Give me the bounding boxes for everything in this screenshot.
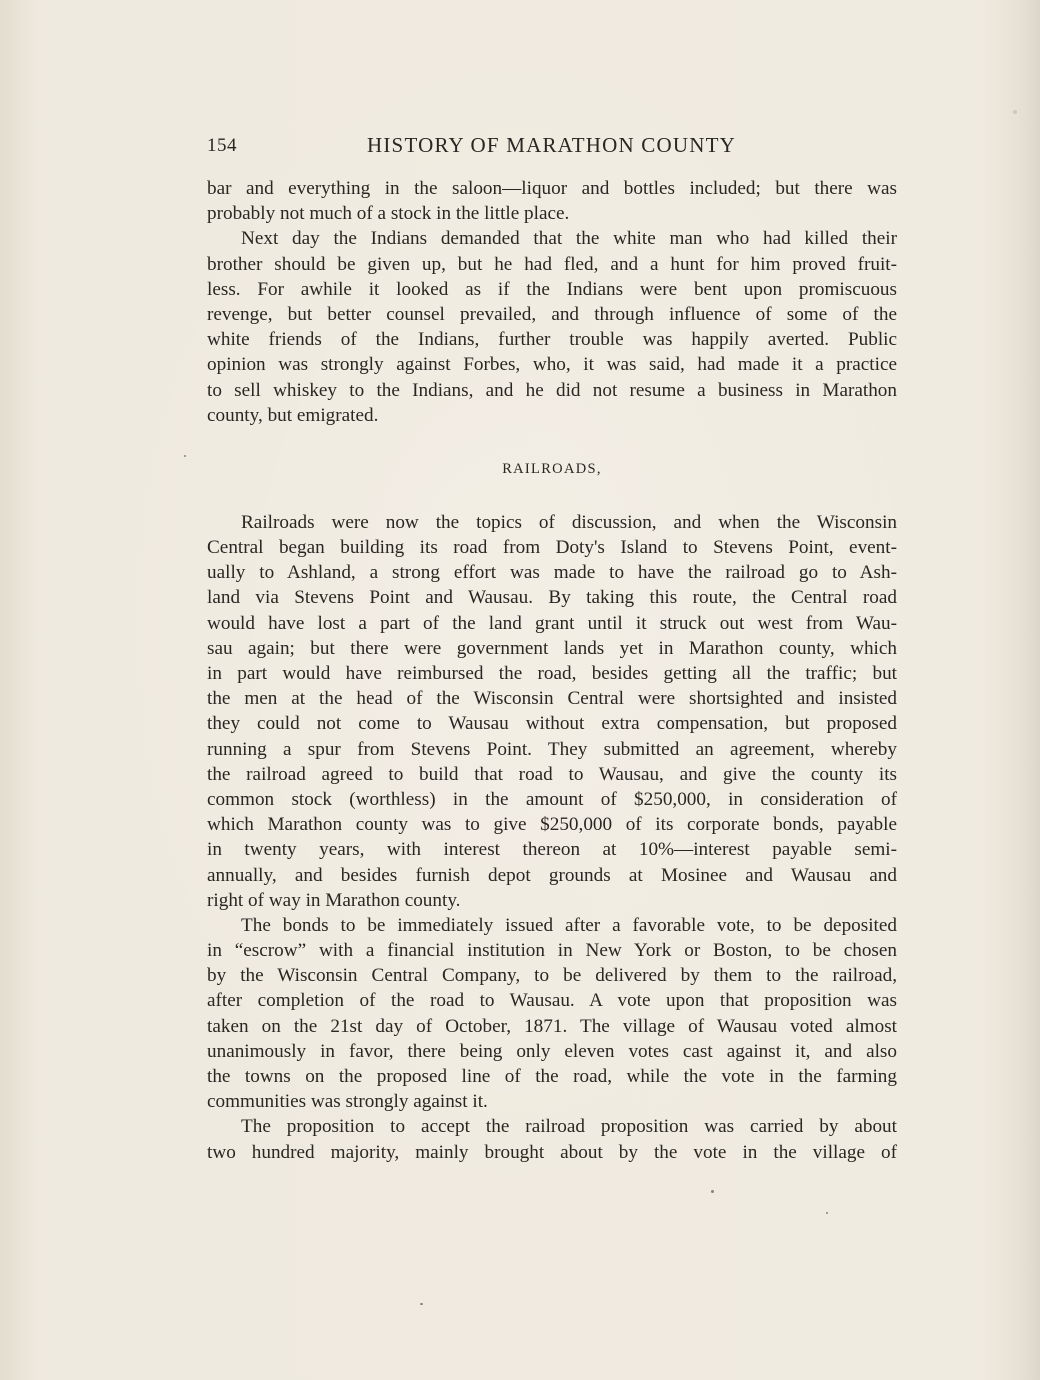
text-line: The bonds to be immediately issued after a favorable vote, to be deposited	[241, 914, 897, 936]
text-line: taken on the 21st day of October, 1871. The village of Wausau voted almost	[207, 1015, 897, 1037]
text-line: they could not come to Wausau without extra compensation, but proposed	[207, 713, 897, 735]
paper-speck	[1013, 110, 1017, 114]
text-line: Central began building its road from Doty's Island to Stevens Point, event-	[207, 537, 897, 559]
paper-speck	[711, 1190, 714, 1193]
text-line: the railroad agreed to build that road to Wausau, and give the county its	[207, 763, 897, 785]
text-line: probably not much of a stock in the little place.	[207, 203, 570, 225]
text-line: in twenty years, with interest thereon at 10%—interest payable semi-	[207, 839, 897, 861]
text-line: right of way in Marathon county.	[207, 889, 461, 911]
paper-speck	[420, 1303, 423, 1305]
text-line: annually, and besides furnish depot grounds at Mosinee and Wausau and	[207, 864, 897, 886]
text-line: common stock (worthless) in the amount of $250,000, in consideration of	[207, 788, 897, 810]
text-line: communities was strongly against it.	[207, 1091, 488, 1113]
page-number: 154	[207, 135, 237, 156]
text-line: in “escrow” with a financial institution in New York or Boston, to be chosen	[207, 940, 897, 962]
text-line: to sell whiskey to the Indians, and he did not resume a business in Marathon	[207, 379, 897, 401]
text-line: sau again; but there were government lands yet in Marathon county, which	[207, 637, 897, 659]
text-line: the towns on the proposed line of the road, while the vote in the farming	[207, 1066, 897, 1087]
text-line: bar and everything in the saloon—liquor and bottles included; but there was	[207, 178, 897, 199]
paper-speck	[184, 455, 186, 457]
text-line: revenge, but better counsel prevailed, and through influence of some of the	[207, 303, 897, 325]
text-line: land via Stevens Point and Wausau. By taking this route, the Central road	[207, 587, 897, 609]
text-line: running a spur from Stevens Point. They submitted an agreement, whereby	[207, 738, 897, 760]
text-line: would have lost a part of the land grant until it struck out west from Wau-	[207, 612, 897, 634]
text-line: the men at the head of the Wisconsin Central were shortsighted and insisted	[207, 688, 897, 710]
text-line: brother should be given up, but he had fled, and a hunt for him proved fruit-	[207, 253, 897, 275]
text-line: Next day the Indians demanded that the white man who had killed their	[241, 228, 897, 250]
text-line: The proposition to accept the railroad proposition was carried by about	[241, 1116, 897, 1138]
text-line: opinion was strongly against Forbes, who, it was said, had made it a practice	[207, 354, 897, 376]
text-line: unanimously in favor, there being only eleven votes cast against it, and also	[207, 1040, 897, 1062]
running-title: HISTORY OF MARATHON COUNTY	[367, 133, 736, 157]
running-head	[207, 131, 897, 161]
text-line: ually to Ashland, a strong effort was made to have the railroad go to Ash-	[207, 562, 897, 584]
text-line: Railroads were now the topics of discussion, and when the Wisconsin	[241, 511, 897, 533]
text-line: less. For awhile it looked as if the Indians were bent upon promiscuous	[207, 278, 897, 300]
paper-speck	[826, 1212, 828, 1214]
text-line: in part would have reimbursed the road, besides getting all the traffic; but	[207, 663, 897, 684]
section-heading: RAILROADS,	[502, 460, 602, 477]
text-line: after completion of the road to Wausau. A vote upon that proposition was	[207, 990, 897, 1012]
text-line: county, but emigrated.	[207, 404, 379, 426]
body-text	[207, 176, 897, 1165]
text-line: by the Wisconsin Central Company, to be delivered by them to the railroad,	[207, 965, 897, 987]
text-line: white friends of the Indians, further trouble was happily averted. Public	[207, 329, 897, 351]
text-line: which Marathon county was to give $250,000 of its corporate bonds, payable	[207, 814, 897, 836]
text-line: two hundred majority, mainly brought about by the vote in the village of	[207, 1141, 897, 1163]
